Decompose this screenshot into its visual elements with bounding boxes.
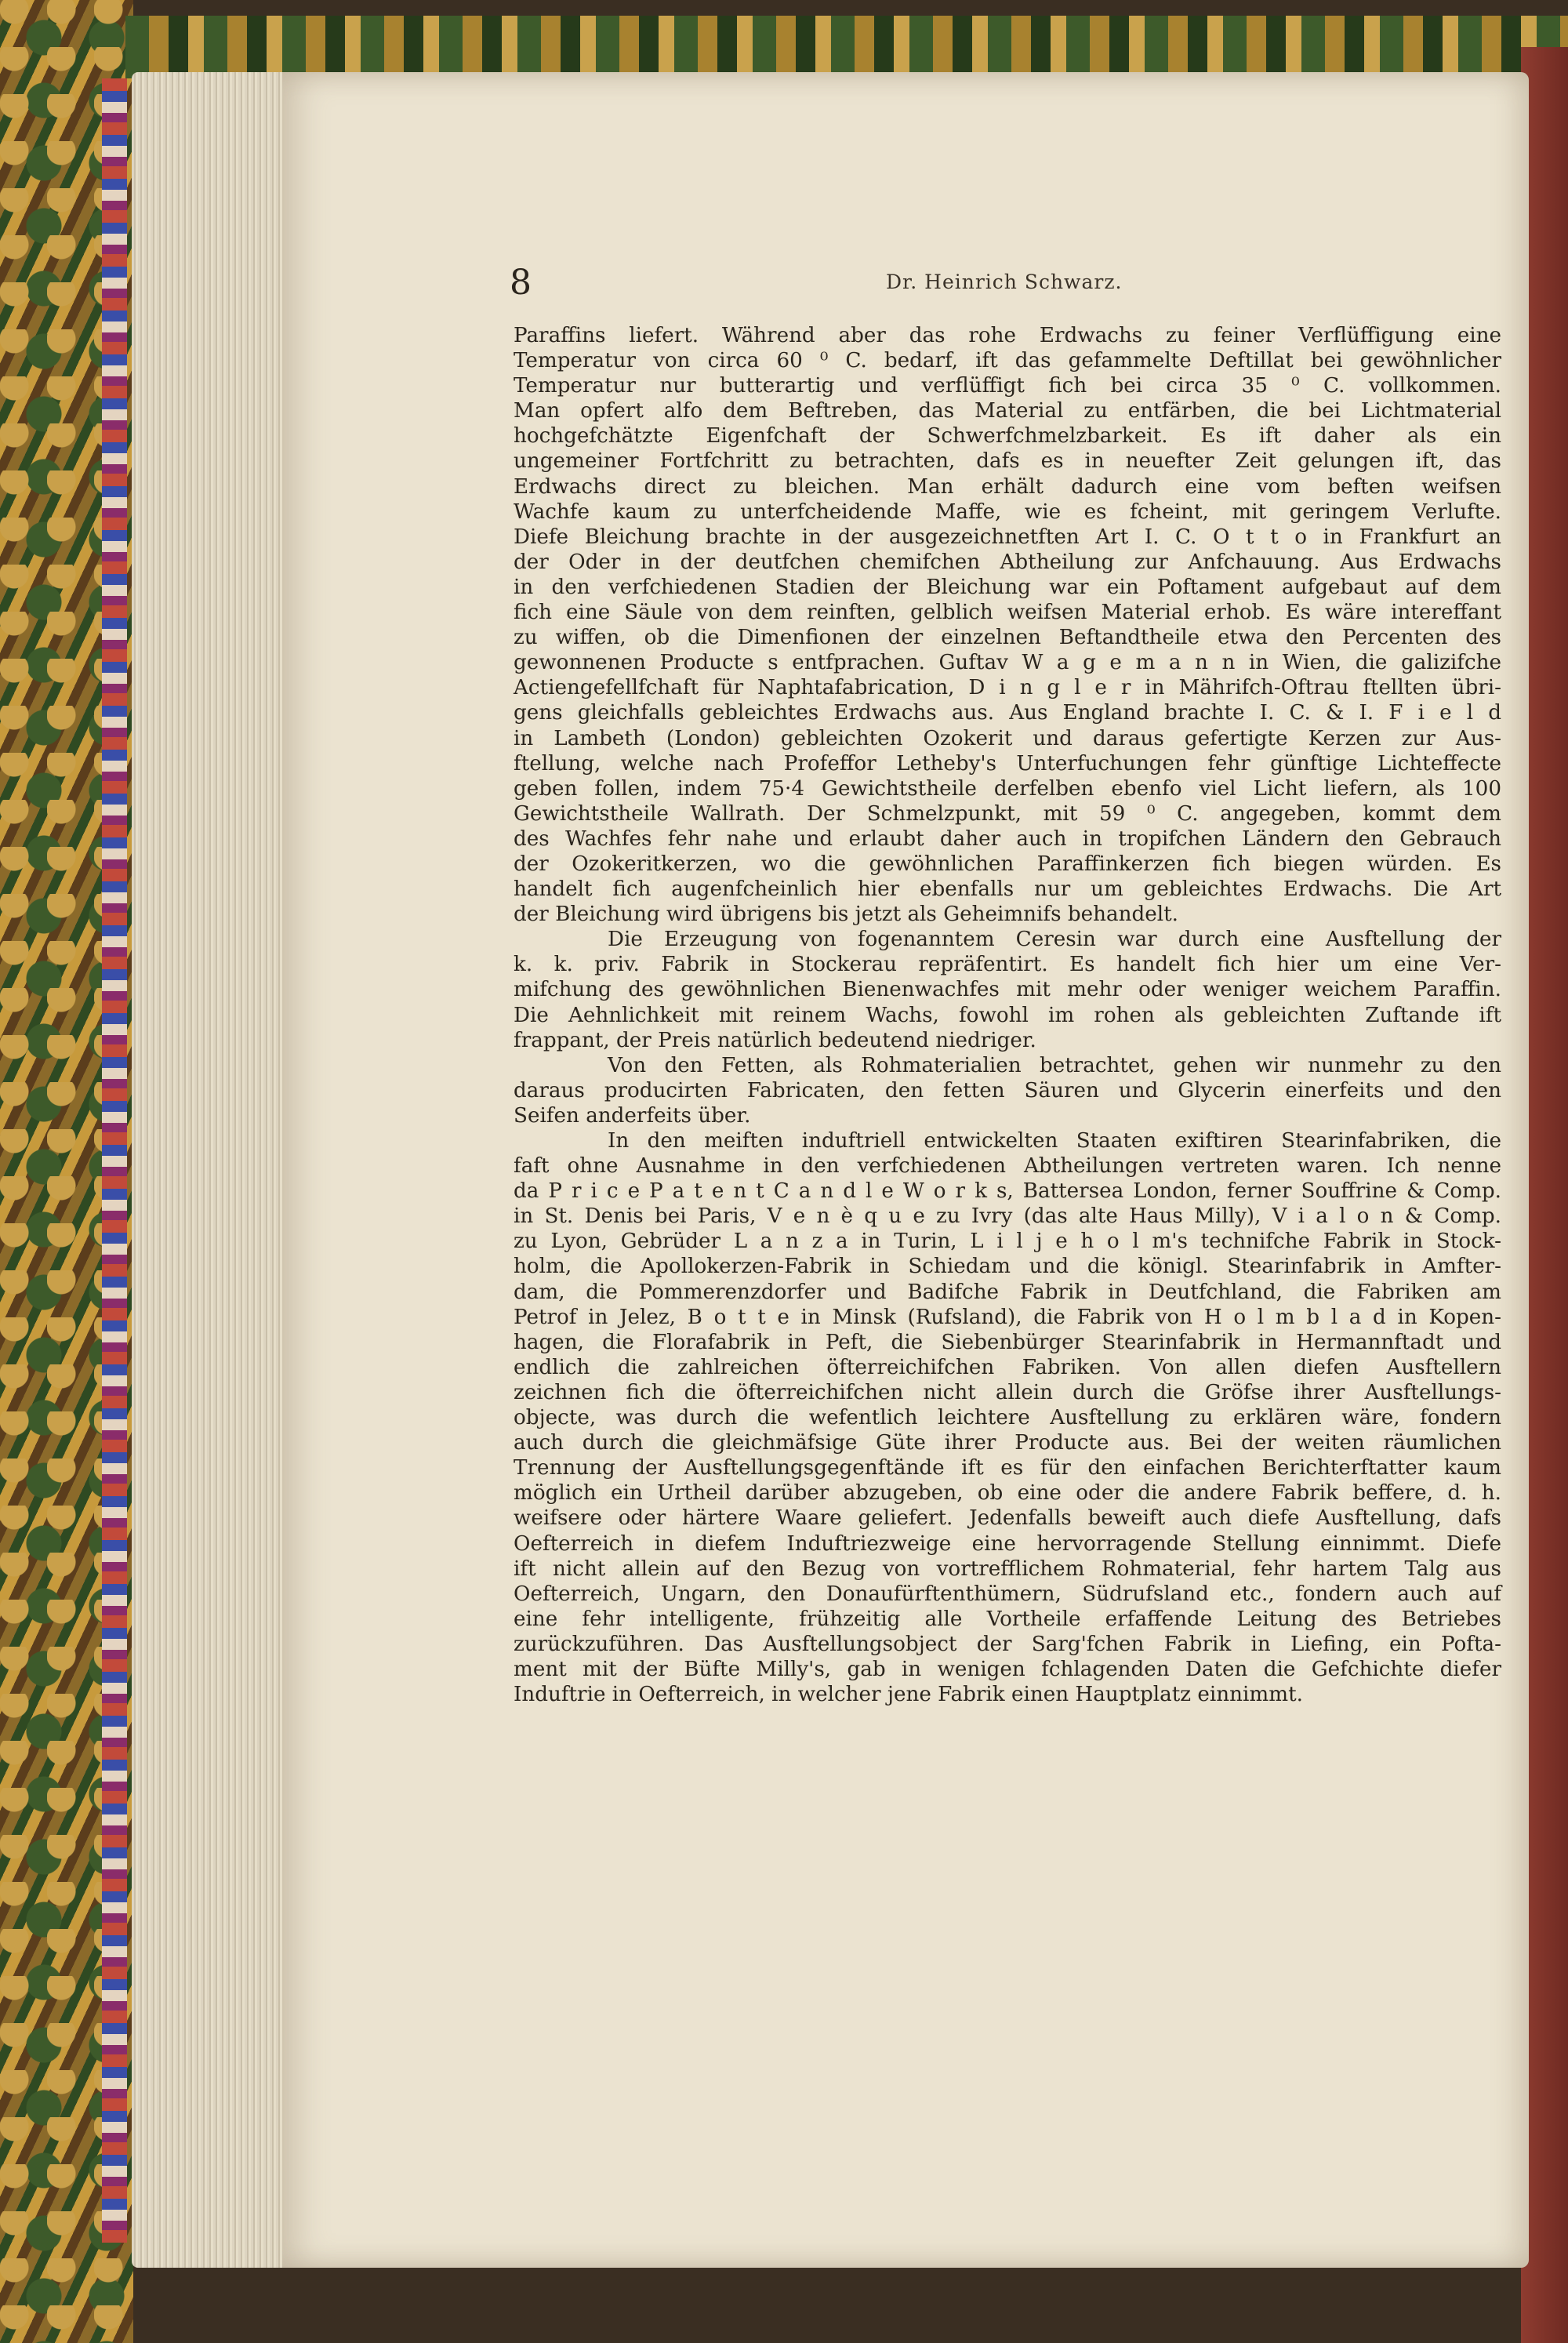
text-line: objecte, was durch die wefentlich leichtere Ausftellung zu erklären wäre, fondern — [514, 1406, 1501, 1430]
text-line: faft ohne Ausnahme in den verfchiedenen Abtheilungen vertreten waren. Ich nenne — [514, 1154, 1501, 1179]
text-line: des Wachfes fehr nahe und erlaubt daher auch in tropifchen Ländern den Gebrauch — [514, 826, 1501, 851]
text-line: der Bleichung wird übrigens bis jetzt als Geheimnifs behandelt. — [514, 903, 1178, 927]
text-line: endlich die zahlreichen öfterreichifchen Fabriken. Von allen diefen Ausftellern — [514, 1355, 1501, 1379]
text-line: in den verfchiedenen Stadien der Bleichung war ein Poftament aufgebaut auf dem — [514, 575, 1501, 599]
text-line: Diefe Bleichung brachte in der ausgezeichnetften Art I. C. O t t o in Frankfurt an — [514, 525, 1501, 549]
text-line: handelt fich augenfcheinlich hier ebenfalls nur um gebleichtes Erdwachs. Die Art — [514, 877, 1501, 902]
text-line: Temperatur nur butterartig und verflüffigt fich bei circa 35 ⁰ C. vollkommen. — [514, 374, 1501, 398]
page-stack-edges — [132, 72, 289, 2268]
text-line: der Oder in der deutfchen chemifchen Abtheilung zur Anfchauung. Aus Erdwachs — [514, 550, 1501, 574]
text-line: Temperatur von circa 60 ⁰ C. bedarf, ift das gefammelte Deftillat bei gewöhnlicher — [514, 349, 1501, 373]
text-line: hagen, die Florafabrik in Peft, die Siebenbürger Stearinfabrik in Hermannftadt und — [514, 1330, 1501, 1354]
text-line: frappant, der Preis natürlich bedeutend niedriger. — [514, 1028, 1036, 1052]
text-line: Die Erzeugung von fogenanntem Ceresin war durch eine Ausftellung der — [608, 928, 1501, 952]
text-line: ift nicht allein auf den Bezug von vortrefflichem Rohmaterial, fehr hartem Talg aus — [514, 1557, 1501, 1581]
text-line: Von den Fetten, als Rohmaterialien betrachtet, gehen wir nunmehr zu den — [608, 1053, 1501, 1077]
text-line: Petrof in Jelez, B o t t e in Minsk (Rufsland), die Fabrik von H o l m b l a d in Kopen- — [514, 1305, 1501, 1329]
text-line: dam, die Pommerenzdorfer und Badifche Fabrik in Deutfchland, die Fabriken am — [514, 1280, 1501, 1304]
text-line: eine fehr intelligente, frühzeitig alle Vortheile erfaffende Leitung des Betriebes — [514, 1607, 1501, 1631]
text-line: ment mit der Büfte Milly's, gab in wenigen fchlagenden Daten die Gefchichte diefer — [514, 1657, 1501, 1681]
text-line: Actiengefellfchaft für Naphtafabrication, D i n g l e r in Mährifch-Oftrau ftellten übri- — [514, 676, 1501, 700]
text-line: holm, die Apollokerzen-Fabrik in Schiedam und die königl. Stearinfabrik in Amfter- — [514, 1255, 1501, 1279]
text-line: der Ozokeritkerzen, wo die gewöhnlichen Paraffinkerzen fich biegen würden. Es — [514, 852, 1501, 876]
text-line: zeichnen fich die öfterreichifchen nicht allein durch die Gröfse ihrer Ausftellungs- — [514, 1380, 1501, 1404]
text-line: Paraffins liefert. Während aber das rohe Erdwachs zu feiner Verflüffigung eine — [514, 324, 1501, 347]
text-line: zu wiffen, ob die Dimenfionen der einzelnen Beftandtheile etwa den Percenten des — [514, 626, 1501, 650]
text-line: Gewichtstheile Wallrath. Der Schmelzpunkt, mit 59 ⁰ C. angegeben, kommt dem — [514, 801, 1501, 826]
text-line: Die Aehnlichkeit mit reinem Wachs, fowohl im rohen als gebleichten Zuftande ift — [514, 1003, 1501, 1027]
text-line: da P r i c e P a t e n t C a n d l e W o r k s, Battersea London, ferner Souffrine & Comp. — [514, 1179, 1501, 1204]
text-line: weifsere oder härtere Waare geliefert. Jedenfalls beweift auch diefe Ausftellung, dafs — [514, 1506, 1501, 1531]
text-line: fich eine Säule von dem reinften, gelblich weifsen Material erhob. Es wäre intereffant — [514, 601, 1501, 625]
text-line: daraus producirten Fabricaten, den fetten Säuren und Glycerin einerfeits und den — [514, 1078, 1501, 1102]
text-line: zu Lyon, Gebrüder L a n z a in Turin, L i l j e h o l m's technifche Fabrik in Stock- — [514, 1230, 1501, 1254]
text-line: geben follen, indem 75·4 Gewichtstheile derfelben ebenfo viel Licht liefern, als 100 — [514, 776, 1501, 801]
marbled-edge-left — [102, 78, 127, 2243]
text-line: Trennung der Ausftellungsgegenftände ift es für den einfachen Berichterftatter kaum — [514, 1456, 1501, 1480]
text-line: Erdwachs direct zu bleichen. Man erhält dadurch eine vom beften weifsen — [514, 474, 1501, 499]
text-line: Man opfert alfo dem Beftreben, das Material zu entfärben, die bei Lichtmaterial — [514, 399, 1501, 423]
text-line: ungemeiner Fortfchritt zu betrachten, dafs es in neuefter Zeit gelungen ift, das — [514, 449, 1501, 474]
text-line: möglich ein Urtheil darüber abzugeben, ob eine oder die andere Fabrik beffere, d. h. — [514, 1481, 1501, 1506]
text-line: in St. Denis bei Paris, V e n è q u e zu Ivry (das alte Haus Milly), V i a l o n & Comp. — [514, 1204, 1501, 1229]
text-line: Oefterreich, Ungarn, den Donaufürftenthümern, Südrufsland etc., fondern auch auf — [514, 1582, 1501, 1606]
running-head: Dr. Heinrich Schwarz. — [886, 271, 1123, 293]
text-line: gewonnenen Producte s entfprachen. Guftav W a g e m a n n in Wien, die galizifche — [514, 651, 1501, 675]
page-header — [510, 263, 1490, 310]
text-line: zurückzuführen. Das Ausftellungsobject der Sarg'fchen Fabrik in Liefing, ein Pofta- — [514, 1632, 1501, 1656]
text-line: in Lambeth (London) gebleichten Ozokerit und daraus gefertigte Kerzen zur Aus- — [514, 726, 1501, 750]
text-line: k. k. priv. Fabrik in Stockerau repräfentirt. Es handelt fich hier um eine Ver- — [514, 953, 1501, 977]
text-line: In den meiften induftriell entwickelten Staaten exiftiren Stearinfabriken, die — [608, 1129, 1501, 1153]
text-line: Induftrie in Oefterreich, in welcher jene Fabrik einen Hauptplatz einnimmt. — [514, 1683, 1303, 1707]
body-text — [514, 323, 1501, 1707]
text-line: Wachfe kaum zu unterfcheidende Maffe, wie es fcheint, mit geringem Verlufte. — [514, 499, 1501, 524]
text-line: gens gleichfalls gebleichtes Erdwachs aus. Aus England brachte I. C. & I. F i e l d — [514, 701, 1501, 725]
text-line: Seifen anderfeits über. — [514, 1103, 751, 1128]
text-line: ftellung, welche nach Profeffor Letheby's Unterfuchungen fehr günftige Lichteffecte — [514, 751, 1501, 776]
marbled-edge-top — [125, 16, 1568, 78]
page-number: 8 — [510, 263, 532, 303]
text-line: auch durch die gleichmäfsige Güte ihrer Producte aus. Bei der weiten räumlichen — [514, 1431, 1501, 1455]
text-line: Oefterreich in diefem Induftriezweige eine hervorragende Stellung einnimmt. Diefe — [514, 1531, 1501, 1556]
text-line: hochgefchätzte Eigenfchaft der Schwerfchmelzbarkeit. Es ift daher als ein — [514, 424, 1501, 449]
text-line: mifchung des gewöhnlichen Bienenwachfes mit mehr oder weniger weichem Paraffin. — [514, 978, 1501, 1002]
